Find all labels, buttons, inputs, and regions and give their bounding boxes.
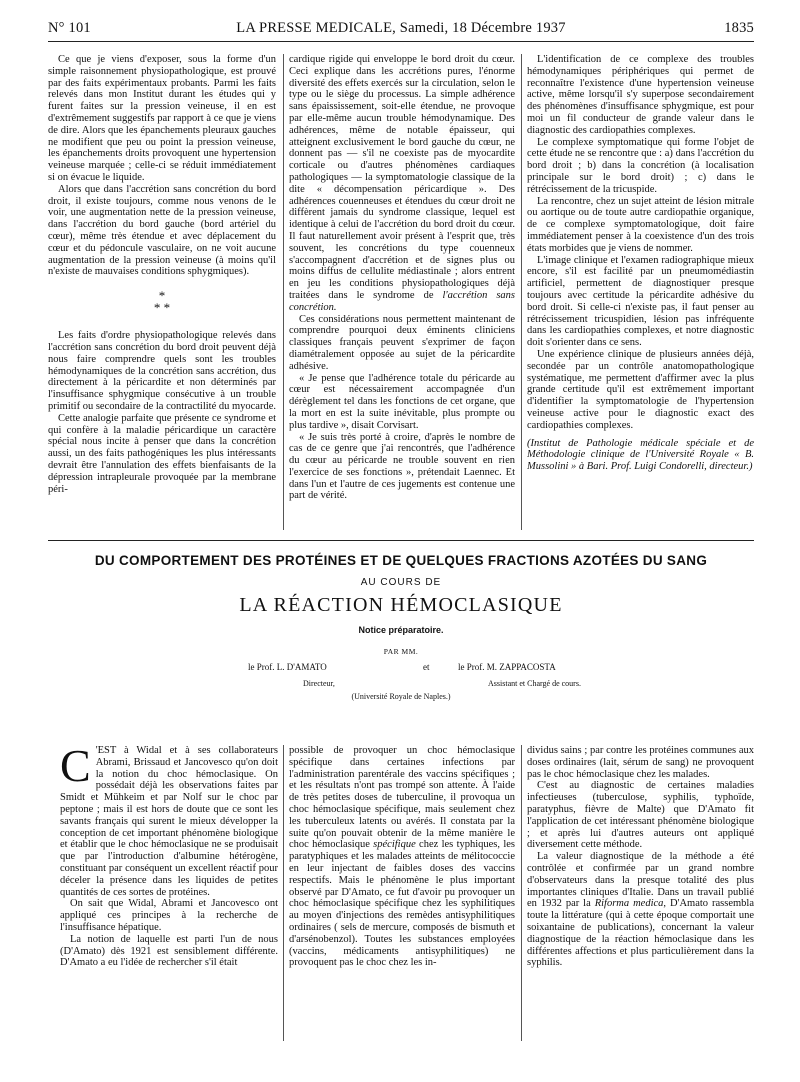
author-1: le Prof. L. D'AMATO bbox=[248, 662, 327, 672]
byline-par: PAR MM. bbox=[383, 647, 419, 656]
paragraph: La valeur diagnostique de la méthode a été contrôlée et confirmée par un grand nombre d'observateurs dans la presque totalité des plus importantes cliniques d'Italie. Dans un travail publié en 1932 par la Riforma medica, D'Amato rassembla toute la littérature (qui à cette époque comportait une soixantaine de publications), concernant la valeur diagnostique de la réaction hémoclasique dans les différentes affections et plus particulièrement dans la syphilis. bbox=[527, 851, 754, 969]
author-conjunction: et bbox=[423, 662, 430, 672]
article-title-line-3: LA RÉACTION HÉMOCLASIQUE bbox=[239, 594, 563, 616]
section-rule bbox=[48, 540, 754, 541]
author-2: le Prof. M. ZAPPACOSTA bbox=[458, 662, 556, 672]
article-notice: Notice préparatoire. bbox=[358, 625, 444, 635]
paragraph: Le complexe symptomatique qui forme l'objet de cette étude ne se rencontre que : a) dans l'accrétion du bord droit ; b) dans la concrétion (à localisation principale sur le bord droit) ; c) dans le rétrécissement de la tricuspide. bbox=[527, 136, 754, 195]
paragraph: On sait que Widal, Abrami et Jancovesco ont appliqué ces principes à la recherche de l'insuffisance hépatique. bbox=[60, 898, 278, 933]
affiliation-note: (Institut de Pathologie médicale spéciale et de Méthodologie clinique de l'Université Royale « B. Mussolini » à Bari. Prof. Luigi Condorelli, directeur.) bbox=[527, 437, 754, 473]
article-column-3 bbox=[527, 745, 754, 1045]
article-title-line-2: AU COURS DE bbox=[360, 577, 442, 588]
column-divider bbox=[521, 745, 522, 1041]
paragraph: cardique rigide qui enveloppe le bord droit du cœur. Ceci explique dans les accrétions pures, l'énorme diversité des effets exercés sur la circulation, selon le type ou le siège du processus. La simple adhérence sans épaississement, soit-elle étendue, ne provoque par elle-même aucun trouble hémodynamique. Des adhérences, même de notable épaisseur, qui atteignent exclusivement le bord gauche du cœur, ne donnent pas — s'il ne coexiste pas de myocardite corticale ou d'autres phénomènes cardiaques pathologiques — la symptomatologie classique de la dite « décompensation péricardique ». Des adhérences couenneuses et étendues du cœur droit ne diffèrent jamais du syndrome classique, lequel est identique à celui de l'accrétion du bord droit du cœur. Il faut naturellement avoir présent à l'esprit que, très souvent, les concrétions du type couenneux s'accompagnent d'accrétion et de signes plus ou moins diffus de cellulite médiastinale ; alors entrent en jeu les conditions physiopathologiques déjà traitées dans le syndrome de l'accrétion sans concrétion. bbox=[289, 54, 515, 313]
authors-block bbox=[48, 662, 754, 710]
paragraph: L'image clinique et l'examen radiographique mieux encore, s'il est facilité par un pneumomédiastin artificiel, permettent de diagnostiquer presque toujours avec certitude la péricardite adhésive du bord droit. Si celle-ci n'existe pas, il faut penser au rétrécissement tricuspidien, lésion pas infréquente dans les cardiopathies complexes, et notre diagnostic doit s'orienter dans ce sens. bbox=[527, 254, 754, 349]
paragraph: dividus sains ; par contre les protéines communes aux doses ordinaires (lait, sérum de sang) ne provoquent pas le choc hémoclasique chez les malades. bbox=[527, 745, 754, 780]
column-divider bbox=[521, 54, 522, 530]
article-column-2 bbox=[289, 745, 515, 1045]
paragraph: La notion de laquelle est parti l'un de nous (D'Amato) dès 1921 est sensiblement différente. D'Amato a eu l'idée de rechercher s'il était bbox=[60, 933, 278, 969]
paragraph: Ces considérations nous permettent maintenant de comprendre pourquoi deux éminents cliniciens classiques français peuvent s'exprimer de façon diamétralement opposée au sujet de la péricardite adhésive. bbox=[289, 313, 515, 372]
article-column-1 bbox=[60, 745, 278, 1045]
author-2-role: Assistant et Chargé de cours. bbox=[488, 679, 581, 688]
column-divider bbox=[283, 745, 284, 1041]
header-rule bbox=[48, 41, 754, 42]
author-1-role: Directeur, bbox=[303, 679, 335, 688]
paragraph: C'est au diagnostic de certaines maladies infectieuses (tuberculose, syphilis, typhoïde, paratyphus, fièvre de Malte) que D'Amato fit l'application de cet intéressant phénomène biologique ; et après lui d'autres auteurs ont appliqué diversement cette méthode. bbox=[527, 780, 754, 851]
article-title-line-1: DU COMPORTEMENT DES PROTÉINES ET DE QUELQUES FRACTIONS AZOTÉES DU SANG bbox=[94, 553, 708, 568]
paragraph: « Je suis très porté à croire, d'après le nombre de cas de ce genre que j'ai rencontrés, que l'adhérence du cœur au péricarde ne trouble souvent en rien l'exercice de ses fonctions », prétendait Laennec. Et dans l'un et l'autre de ces jugements est contenue une part de vérité. bbox=[289, 431, 515, 502]
paragraph: Les faits d'ordre physiopathologique relevés dans l'accrétion sans concrétion du bord droit peuvent déjà nous faire comprendre quels sont les troubles hémodynamiques de la concrétion sans accrétion, dus directement à la péricardite et non déterminés par l'insuffisance sphygmique consécutive à un trouble primitif ou secondaire de la contractilité du myocarde. bbox=[48, 330, 276, 412]
paragraph: Alors que dans l'accrétion sans concrétion du bord droit, il existe toujours, comme nous venons de le voir, une augmentation nette de la pression veineuse, dans l'accrétion du bord gauche (bord artériel du cœur), même très étendue et avec déplacement du cœur et du pédoncule vasculaire, on ne voit aucune augmentation de la pression veineuse (à moins qu'il n'existe de mauvaises conditions sphygmiques). bbox=[48, 183, 276, 278]
top-column-1 bbox=[48, 54, 276, 534]
paragraph: « Je pense que l'adhérence totale du péricarde au cœur est nécessairement accompagnée d'un dérèglement tel dans les fonctions de cet organe, que la mort en est la suite inévitable, plus prompte ou plus tardive », disait Corvisart. bbox=[289, 372, 515, 431]
paragraph: C 'EST à Widal et à ses collaborateurs Abrami, Brissaud et Jancovesco qu'on doit la notion du choc hémoclasique. On possédait déjà les observations faites par Smidt et Mühkeim et par Nolf sur le choc par peptone ; mais il est hors de doute que ce sont les savants français qui surent le mieux développer la conception de cet important phénomène biologique et établir que le choc hémoclasique ne se produisait que par l'introduction d'albumine hétérogène, constituant par conséquent un excellent réactif pour déceler la présence dans les liquides de petites quantités de ces sortes de protéines. bbox=[60, 745, 278, 898]
paragraph: Ce que je viens d'exposer, sous la forme d'un simple raisonnement physiopathologique, est prouvé par des faits expérimentaux probants. Parmi les faits relevés dans mon Institut durant les études qui y furent faites sur la pression veineuse, il en est d'extrêmement suggestifs par rapport à ce que je viens de dire. Alors que les épanchements pleuraux gauches ne modifient que peu ou point la pression veineuse, les épanchements droits provoquent une hypertension veineuse marquée ; celle-ci se réduit immédiatement si on évacue le liquide. bbox=[48, 54, 276, 183]
paragraph: Cette analogie parfaite que présente ce syndrome et qui confère à la maladie péricardique un caractère spécial nous incite à penser que dans la concrétion aussi, un des faits pathogéniques les plus intéressants devrait être l'annulation des effets bienfaisants de la dépression intrapleurale provoquée par la membrane péri- bbox=[48, 412, 276, 495]
journal-title: LA PRESSE MEDICALE, Samedi, 18 Décembre 1937 bbox=[236, 20, 566, 36]
paragraph: Une expérience clinique de plusieurs années déjà, secondée par un contrôle anatomopathologique systématique, me permettent d'affirmer avec la plus grande certitude qu'il est extrêmement important d'identifier la symptomatologie de l'hypertension veineuse active pour le diagnostic exact des cardiopathies complexes. bbox=[527, 348, 754, 431]
page-header bbox=[48, 20, 754, 38]
institution: (Université Royale de Naples.) bbox=[351, 692, 451, 701]
top-column-2 bbox=[289, 54, 515, 534]
paragraph: L'identification de ce complexe des troubles hémodynamiques périphériques qui permet de reconnaître l'existence d'une hypertension veineuse active, même lorsqu'il s'y superpose secondairement des phénomènes d'insuffisance sphygmique, est pour moi un fil conducteur de grande valeur dans le diagnostic des cardiopathies complexes. bbox=[527, 54, 754, 136]
page-number: 1835 bbox=[724, 20, 754, 36]
asterism: * * * bbox=[153, 288, 171, 316]
paragraph: possible de provoquer un choc hémoclasique spécifique dans certaines infections par l'administration parentérale des vaccins spécifiques ; et les résultats n'ont pas trompé son attente. À l'aide de très petites doses de tuberculine, il provoqua un choc hémoclasique spécifique, mais seulement chez les tuberculeux latents ou avérés. Il constata par la suite qu'on pouvait obtenir de la même manière le choc hémoclasique spécifique chez les typhiques, les paratyphiques et les malades atteints de mélitococcie en leur injectant de faibles doses des vaccins respectifs. Mais le phénomène le plus important observé par D'Amato, ce fut d'avoir pu provoquer un choc hémoclasique spécifique chez les syphilitiques au moyen d'injections des remèdes antisyphilitiques ordinaires ( sels de mercure, composés de bismuth et d'arsénobenzol). Toutes les substances employées (vaccins, médicaments antisyphilitiques) ne provoquent pas le choc chez les in- bbox=[289, 745, 515, 969]
top-column-3 bbox=[527, 54, 754, 534]
column-divider bbox=[283, 54, 284, 530]
drop-cap: C bbox=[60, 745, 91, 791]
article-heading bbox=[48, 553, 754, 710]
issue-number: N° 101 bbox=[48, 20, 91, 36]
paragraph: La rencontre, chez un sujet atteint de lésion mitrale ou aortique ou de toute autre cardiopathie organique, de ce complexe symptomatologique, doit faire immédiatement penser à la coexistence d'un des trois états morbides que je viens de nommer. bbox=[527, 195, 754, 254]
